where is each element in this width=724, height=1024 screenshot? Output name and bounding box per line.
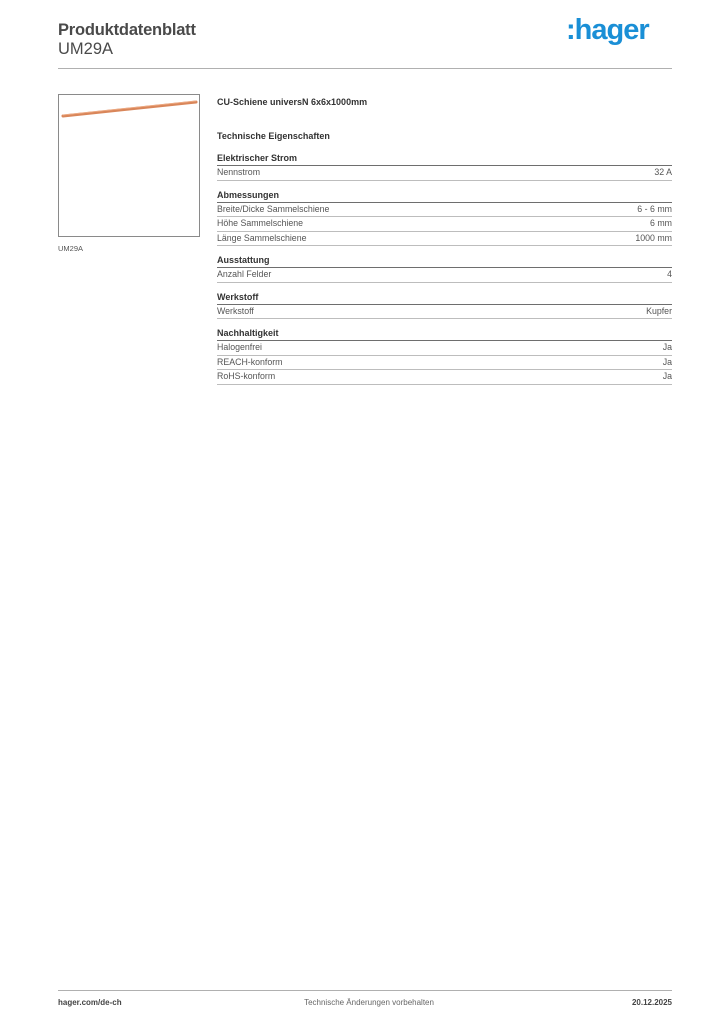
footer-divider (58, 990, 672, 991)
property-value: 6 - 6 mm (637, 203, 672, 214)
property-section (217, 152, 672, 181)
property-label: Halogenfrei (217, 342, 262, 352)
footer-date: 20.12.2025 (631, 998, 672, 1007)
property-label: Anzahl Felder (217, 269, 272, 279)
section-title: Ausstattung (217, 254, 672, 268)
property-row (217, 232, 672, 247)
product-name: CU-Schiene universN 6x6x1000mm (217, 97, 368, 107)
section-title: Nachhaltigkeit (217, 327, 672, 341)
svg-text::hager: :hager (566, 14, 649, 46)
property-row (217, 166, 672, 181)
property-label: Länge Sammelschiene (217, 232, 307, 243)
property-value: 1000 mm (635, 232, 672, 243)
footer-disclaimer: Technische Änderungen vorbehalten (304, 998, 434, 1007)
property-label: Nennstrom (217, 167, 261, 177)
property-value: 6 mm (650, 218, 672, 228)
property-row (217, 305, 672, 320)
property-value: Kupfer (646, 305, 672, 316)
property-row (217, 341, 672, 356)
property-row (217, 356, 672, 371)
property-label: Höhe Sammelschiene (217, 218, 304, 228)
property-sections (217, 152, 672, 385)
section-title: Werkstoff (217, 291, 672, 305)
property-row (217, 268, 672, 283)
page-title: Produktdatenblatt (58, 21, 196, 39)
section-title: Abmessungen (217, 189, 672, 203)
property-value: 32 A (654, 167, 672, 177)
property-value: Ja (662, 371, 672, 381)
product-image (58, 94, 200, 237)
property-row (217, 217, 672, 232)
property-section (217, 254, 672, 283)
property-row (217, 203, 672, 218)
property-section (217, 189, 672, 247)
property-label: Werkstoff (217, 305, 254, 316)
property-value: 4 (667, 269, 672, 279)
property-label: RoHS-konform (217, 371, 276, 381)
hager-logo[interactable] (566, 12, 666, 48)
property-section (217, 291, 672, 320)
header-divider (58, 68, 672, 69)
property-label: REACH-konform (217, 356, 283, 367)
footer-website-link[interactable]: hager.com/de-ch (58, 998, 122, 1007)
product-details (217, 96, 672, 393)
product-code: UM29A (58, 40, 114, 58)
property-value: Ja (662, 356, 672, 367)
section-title: Elektrischer Strom (217, 152, 672, 166)
property-label: Breite/Dicke Sammelschiene (217, 203, 330, 214)
property-value: Ja (662, 342, 672, 352)
property-section (217, 327, 672, 385)
property-row (217, 370, 672, 385)
product-image-caption: UM29A (58, 244, 84, 253)
technical-properties-heading: Technische Eigenschaften (217, 131, 330, 141)
